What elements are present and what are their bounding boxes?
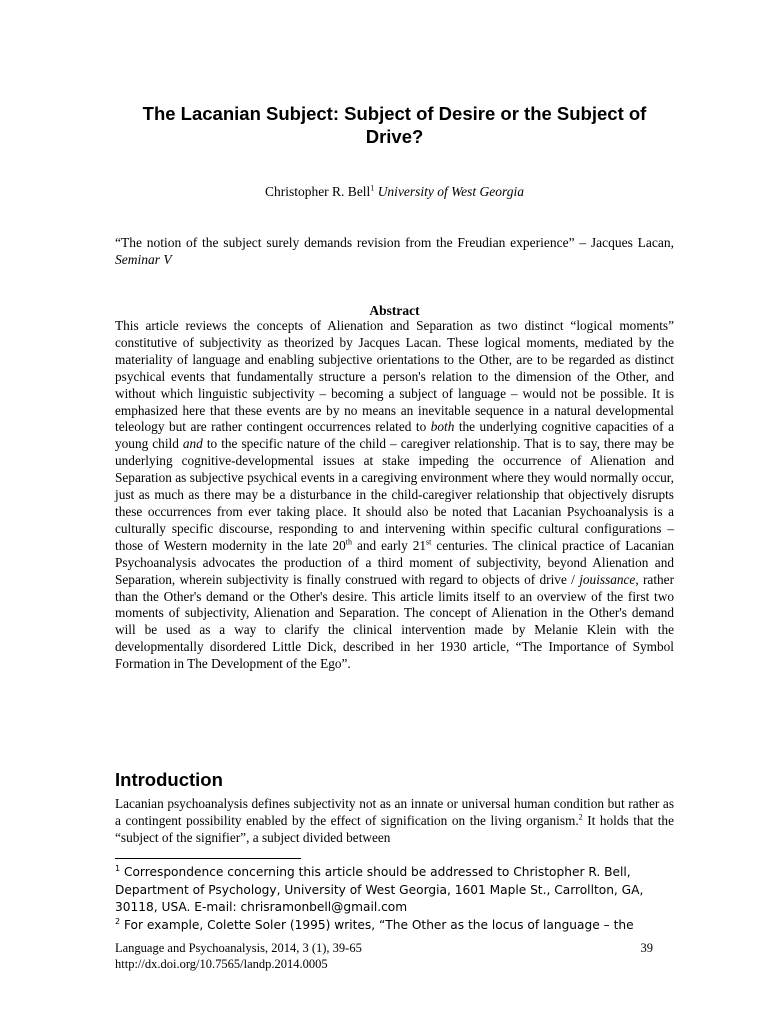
introduction-text: It holds that the “subject of the signifier”, a subject divided between	[115, 813, 674, 845]
epigraph	[115, 234, 674, 268]
doi-link[interactable]: http://dx.doi.org/10.7565/landp.2014.0005	[115, 957, 328, 971]
introduction-body	[115, 795, 674, 846]
footnote-mark: 1	[115, 863, 121, 873]
abstract-superscript: th	[345, 537, 352, 547]
abstract-text: centuries. The clinical practice of Lacanian Psychoanalysis advocates the production of a third moment of subjectivity, beyond Alienation and Separation, wherein subjectivity is finally construed with regard to objects of drive /	[115, 537, 675, 587]
abstract-text: to the specific nature of the child – caregiver relationship. That is to say, there may be underlying cognitive-developmental issues at stake impeding the occurrence of Alienation and Separation as subjective psychical events in a caregiving environment where they would normally occur, just as much as there may be a disturbance in the child-caregiver relationship that objectively disrupts these occurrences from ever taking place. It should also be noted that Lacanian Psychoanalysis is a culturally specific discourse, responding to and intervening within specific cultural configurations – those of Western modernity in the late 20	[115, 436, 674, 553]
abstract-heading: Abstract	[369, 303, 420, 318]
abstract-body	[115, 318, 674, 673]
abstract-text: and early 21	[351, 537, 427, 553]
abstract-text: , rather than the Other's demand or the Other's desire. This article limits itself to an overview of the first two moments of subjectivity, Alienation and Separation. The concept of Alienation in the Other's demand will be used as a way to clarify the clinical intervention made by Melanie Klein with the developmentally disordered Little Dick, described in her 1930 article, “The Importance of Symbol Formation in The Development of the Ego”.	[115, 571, 674, 672]
abstract-emphasis: both	[430, 419, 455, 435]
paper-page	[115, 0, 674, 1024]
abstract-emphasis: jouissance	[579, 571, 636, 587]
footnote-mark: 2	[115, 916, 121, 926]
paper-title: The Lacanian Subject: Subject of Desire or the Subject of Drive?	[142, 103, 647, 147]
journal-citation: Language and Psychoanalysis, 2014, 3 (1), 39-65	[115, 941, 362, 955]
author-name: Christopher R. Bell	[264, 184, 371, 199]
abstract-text: the underlying cognitive capacities of a young child	[115, 419, 674, 452]
page-number: 39	[640, 941, 653, 955]
footnotes	[115, 864, 674, 934]
footnote-divider	[115, 858, 301, 859]
epigraph-quote: “The notion of the subject surely demands revision from the Freudian experience” – Jacques Lacan,	[115, 235, 674, 250]
author-affiliation: University of West Georgia	[377, 184, 525, 199]
footnote-text: For example, Colette Soler (1995) writes, “The Other as the locus of language – the	[120, 917, 634, 932]
footnote-text: Correspondence concerning this article should be addressed to Christopher R. Bell, Department of Psychology, University of West Georgia, 1601 Maple St., Carrollton, GA, 30118, USA. E-mail: chrisramonbell@gmail.com	[115, 865, 644, 914]
introduction-text: Lacanian psychoanalysis defines subjectivity not as an innate or universal human condition but rather as a contingent possibility enabled by the effect of signification on the living organism.	[115, 796, 674, 828]
page-footer	[115, 940, 674, 972]
footnote-2	[115, 917, 674, 935]
introduction-heading: Introduction	[115, 769, 223, 790]
abstract-emphasis: and	[182, 436, 203, 452]
abstract-text: This article reviews the concepts of Alienation and Separation as two distinct “logical moments” constitutive of subjectivity as theorized by Jacques Lacan. These logical moments, mediated by the materiality of language and enabling subjective orientations to the Other, are to be regarded as distinct psychical events that fundamentally structure a person's relation to the dimension of the Other, and without which linguistic subjectivity – becoming a subject of language – would not be possible. It is emphasized here that these events are by no means an inevitable sequence in a natural developmental teleology but are rather contingent occurrences related to	[115, 318, 674, 435]
author-footnote-mark[interactable]: 1	[370, 183, 375, 193]
epigraph-source: Seminar V	[115, 252, 172, 267]
author-line	[115, 183, 674, 201]
footnote-1	[115, 864, 674, 917]
introduction-footnote-mark[interactable]: 2	[578, 812, 583, 822]
footer-citation-row	[115, 940, 674, 956]
abstract-superscript: st	[426, 537, 432, 547]
